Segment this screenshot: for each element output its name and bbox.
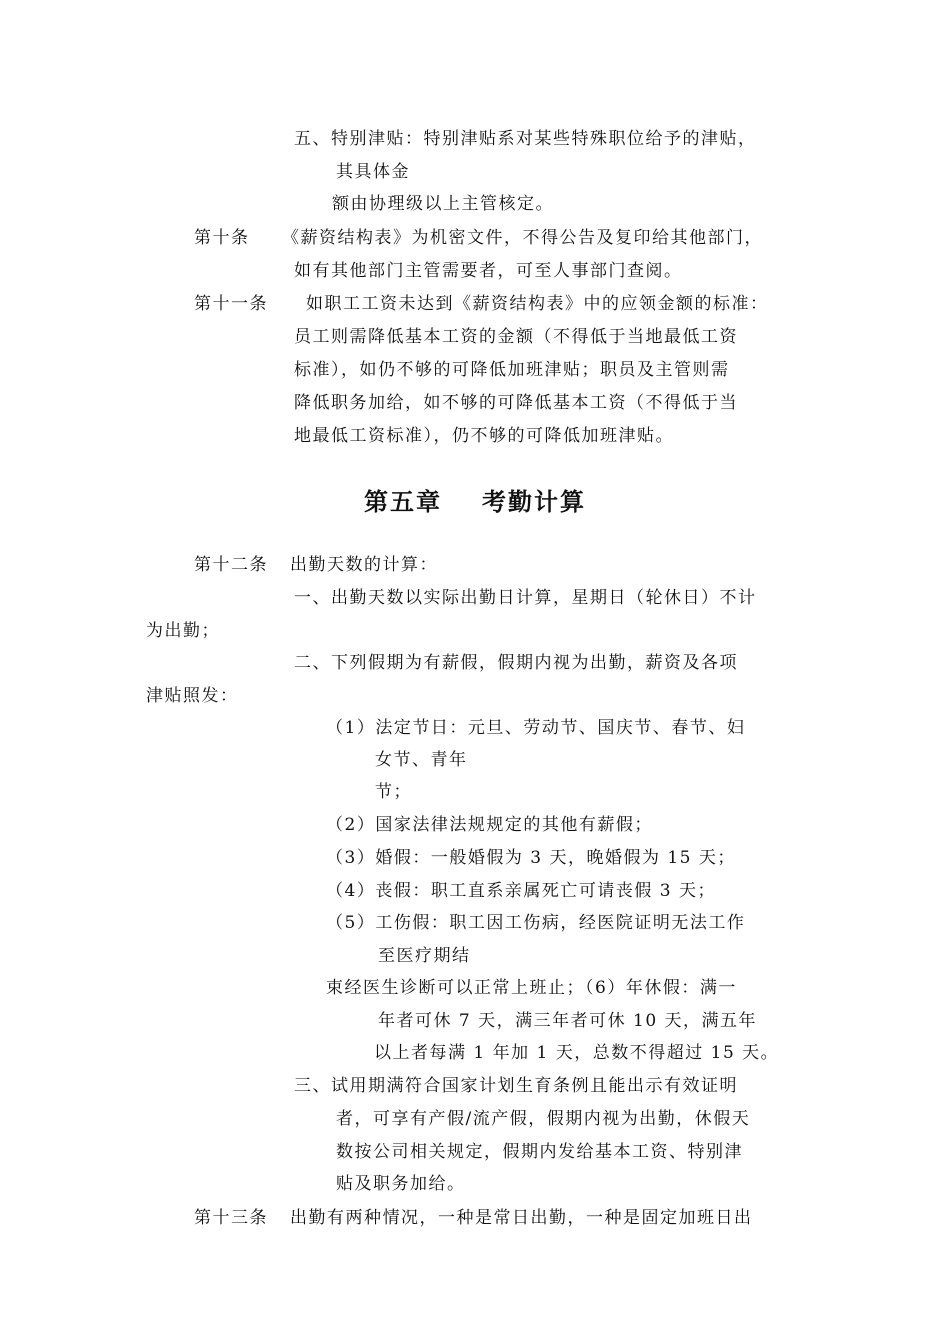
text-line: 降低职务加给，如不够的可降低基本工资（不得低于当 — [294, 393, 738, 413]
text-line: （4）丧假：职工直系亲属死亡可请丧假 3 天； — [326, 881, 716, 901]
text-line: 五、特别津贴：特别津贴系对某些特殊职位给予的津贴， — [294, 129, 757, 149]
text-line: 额由协理级以上主管核定。 — [332, 194, 554, 214]
text-line: 其具体金 — [336, 162, 410, 182]
text-line: 如职工工资未达到《薪资结构表》中的应领金额的标准： — [306, 294, 769, 314]
text-line: 一、出勤天数以实际出勤日计算，星期日（轮休日）不计 — [294, 588, 757, 608]
text-line: （2）国家法律法规规定的其他有薪假； — [326, 815, 653, 835]
text-line: （1）法定节日：元旦、劳动节、国庆节、春节、妇 — [326, 718, 746, 738]
text-line: 地最低工资标准），仍不够的可降低加班津贴。 — [294, 426, 674, 446]
text-line: 节； — [375, 782, 412, 802]
text-line: 出勤有两种情况，一种是常日出勤，一种是固定加班日出 — [290, 1208, 753, 1228]
article-number: 第十一条 — [194, 294, 268, 314]
text-line: 女节、青年 — [375, 750, 468, 770]
text-line: 如有其他部门主管需要者，可至人事部门查阅。 — [294, 261, 683, 281]
text-line: 员工则需降低基本工资的金额（不得低于当地最低工资 — [294, 327, 738, 347]
article-number: 第十二条 — [194, 555, 268, 575]
text-line: （3）婚假：一般婚假为 3 天，晚婚假为 15 天； — [326, 848, 736, 868]
text-line: 至医疗期结 — [378, 946, 471, 966]
article-number: 第十三条 — [194, 1208, 268, 1228]
text-line: 出勤天数的计算： — [290, 555, 438, 575]
text-line: 津贴照发： — [146, 686, 239, 706]
text-line: 为出勤； — [146, 621, 220, 641]
article-number: 第十条 — [194, 228, 250, 248]
text-line: 者，可享有产假/流产假，假期内视为出勤，休假天 — [336, 1109, 751, 1129]
text-line: 以上者每满 1 年加 1 天，总数不得超过 15 天。 — [374, 1043, 780, 1063]
text-line: 《薪资结构表》为机密文件，不得公告及复印给其他部门， — [282, 228, 763, 248]
text-line: 贴及职务加给。 — [336, 1174, 466, 1194]
text-line: 束经医生诊断可以正常上班止；（6）年休假：满一 — [326, 978, 737, 998]
chapter-title — [0, 482, 950, 517]
text-line: （5）工伤假：职工因工伤病，经医院证明无法工作 — [326, 913, 746, 933]
chapter-number: 第五章 — [364, 488, 442, 516]
text-line: 年者可休 7 天，满三年者可休 10 天，满五年 — [378, 1011, 758, 1031]
text-line: 标准），如仍不够的可降低加班津贴；职员及主管则需 — [294, 360, 730, 380]
text-line: 三、试用期满符合国家计划生育条例且能出示有效证明 — [294, 1076, 738, 1096]
chapter-name: 考勤计算 — [482, 488, 586, 516]
text-line: 二、下列假期为有薪假，假期内视为出勤，薪资及各项 — [294, 653, 738, 673]
text-line: 数按公司相关规定，假期内发给基本工资、特别津 — [336, 1142, 743, 1162]
